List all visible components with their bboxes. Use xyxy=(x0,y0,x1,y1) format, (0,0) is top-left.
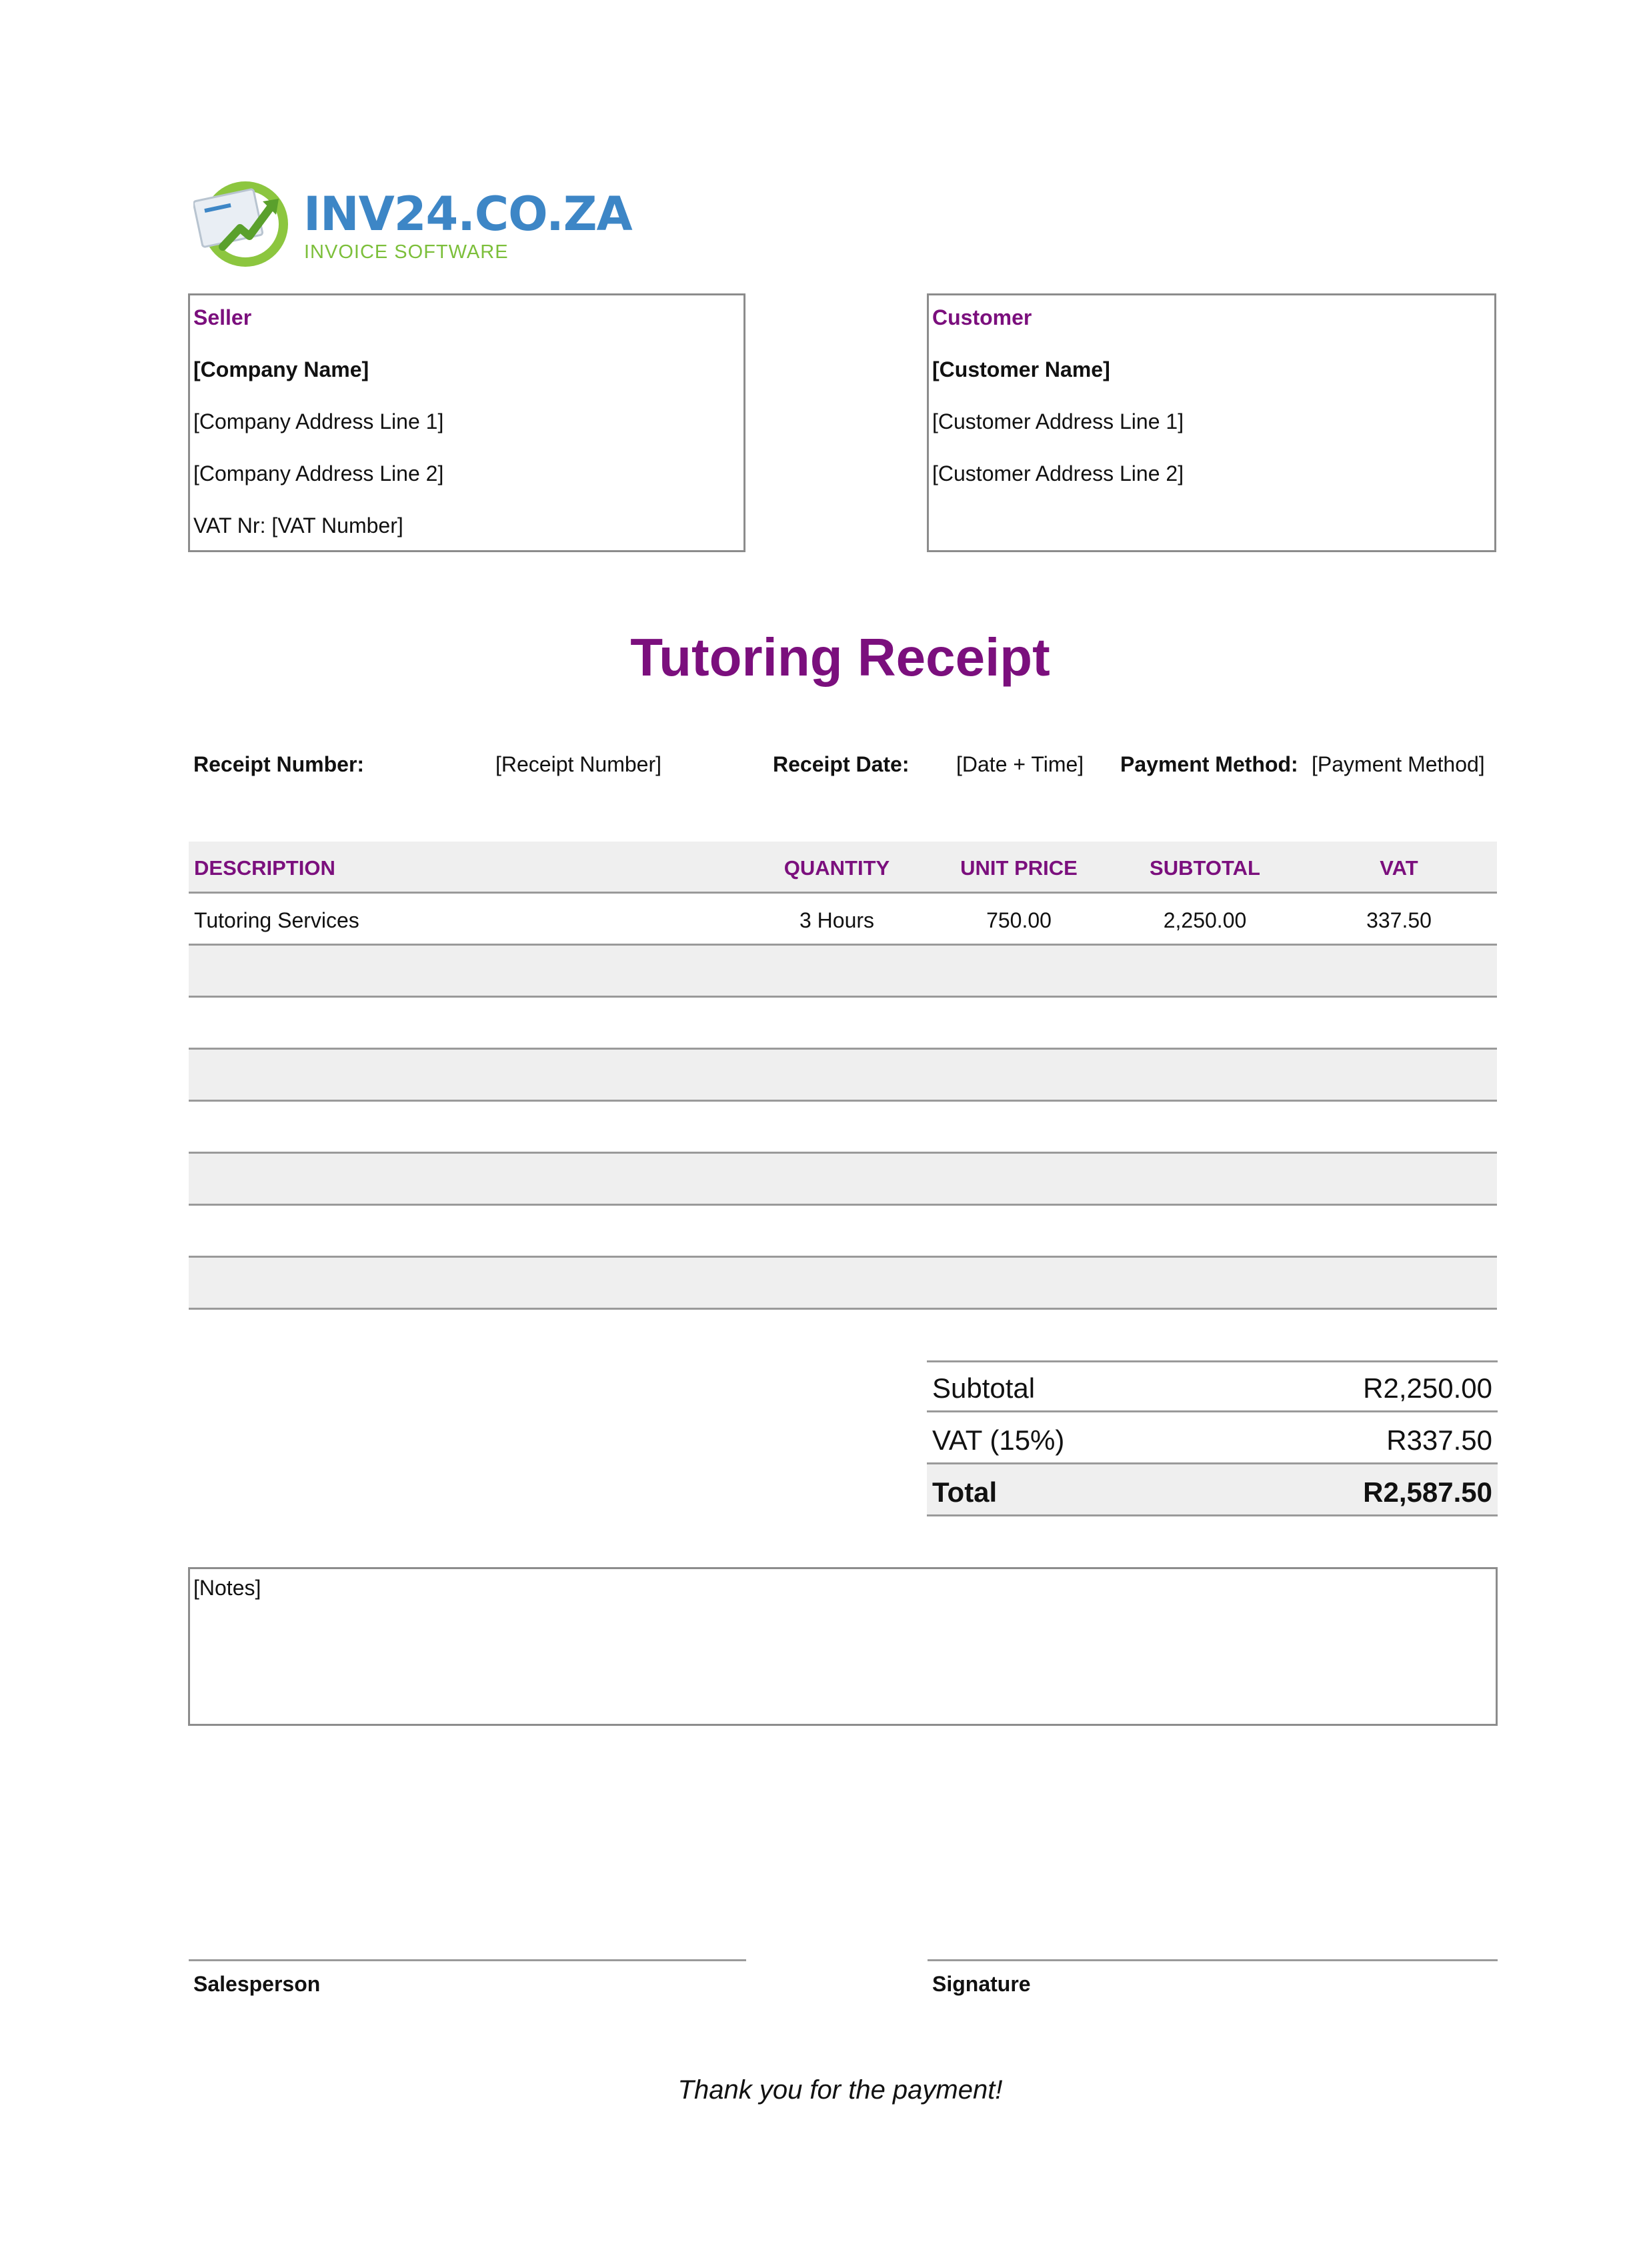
salesperson-signature-line xyxy=(189,1959,746,1961)
header-vat: VAT xyxy=(1380,856,1418,880)
cell-subtotal: 2,250.00 xyxy=(1163,908,1247,932)
thank-you-message: Thank you for the payment! xyxy=(677,2075,1003,2105)
receipt-number-label: Receipt Number: xyxy=(193,752,365,776)
payment-method-value: [Payment Method] xyxy=(1312,752,1485,776)
header-description: DESCRIPTION xyxy=(194,856,335,880)
receipt-number-value: [Receipt Number] xyxy=(495,752,661,776)
seller-vat-number: VAT Nr: [VAT Number] xyxy=(193,513,403,537)
customer-name: [Customer Name] xyxy=(932,357,1110,381)
logo-text: INV24.CO.ZA xyxy=(303,187,632,241)
total-label: Total xyxy=(932,1476,998,1508)
receipt-date-value: [Date + Time] xyxy=(956,752,1084,776)
cell-unit-price: 750.00 xyxy=(986,908,1052,932)
subtotal-row xyxy=(927,1360,1498,1412)
table-row xyxy=(189,1154,1497,1206)
subtotal-value: R2,250.00 xyxy=(1363,1372,1492,1404)
table-row xyxy=(189,1258,1497,1310)
customer-heading: Customer xyxy=(932,305,1032,329)
header-subtotal: SUBTOTAL xyxy=(1150,856,1260,880)
table-row xyxy=(189,1102,1497,1154)
notes-text: [Notes] xyxy=(193,1576,261,1600)
vat-row xyxy=(927,1412,1498,1464)
vat-value: R337.50 xyxy=(1386,1424,1492,1456)
header-quantity: QUANTITY xyxy=(783,856,890,880)
table-row xyxy=(189,894,1497,946)
notes-box[interactable] xyxy=(188,1567,1498,1726)
document-title: Tutoring Receipt xyxy=(630,628,1050,687)
logo xyxy=(193,175,300,268)
total-row xyxy=(927,1464,1498,1516)
seller-heading: Seller xyxy=(193,305,252,329)
header-unit-price: UNIT PRICE xyxy=(960,856,1078,880)
total-value: R2,587.50 xyxy=(1363,1476,1492,1508)
subtotal-label: Subtotal xyxy=(932,1372,1036,1404)
table-row xyxy=(189,1050,1497,1102)
salesperson-label: Salesperson xyxy=(193,1972,321,1996)
seller-company-name: [Company Name] xyxy=(193,357,369,381)
table-header-row xyxy=(189,842,1497,894)
payment-method-label: Payment Method: xyxy=(1120,752,1298,776)
seller-address-line-1: [Company Address Line 1] xyxy=(193,409,444,433)
vat-label: VAT (15%) xyxy=(932,1424,1065,1456)
logo-mark-icon xyxy=(193,175,300,268)
seller-address-line-2: [Company Address Line 2] xyxy=(193,461,444,485)
receipt-date-label: Receipt Date: xyxy=(773,752,910,776)
logo-subtext: INVOICE SOFTWARE xyxy=(304,241,509,263)
signature-label: Signature xyxy=(932,1972,1031,1996)
cell-description: Tutoring Services xyxy=(194,908,359,932)
table-row xyxy=(189,998,1497,1050)
table-row xyxy=(189,1206,1497,1258)
customer-address-line-2: [Customer Address Line 2] xyxy=(932,461,1184,485)
customer-signature-line xyxy=(928,1959,1498,1961)
customer-address-line-1: [Customer Address Line 1] xyxy=(932,409,1184,433)
cell-vat: 337.50 xyxy=(1366,908,1432,932)
table-row xyxy=(189,946,1497,998)
cell-quantity: 3 Hours xyxy=(799,908,875,932)
